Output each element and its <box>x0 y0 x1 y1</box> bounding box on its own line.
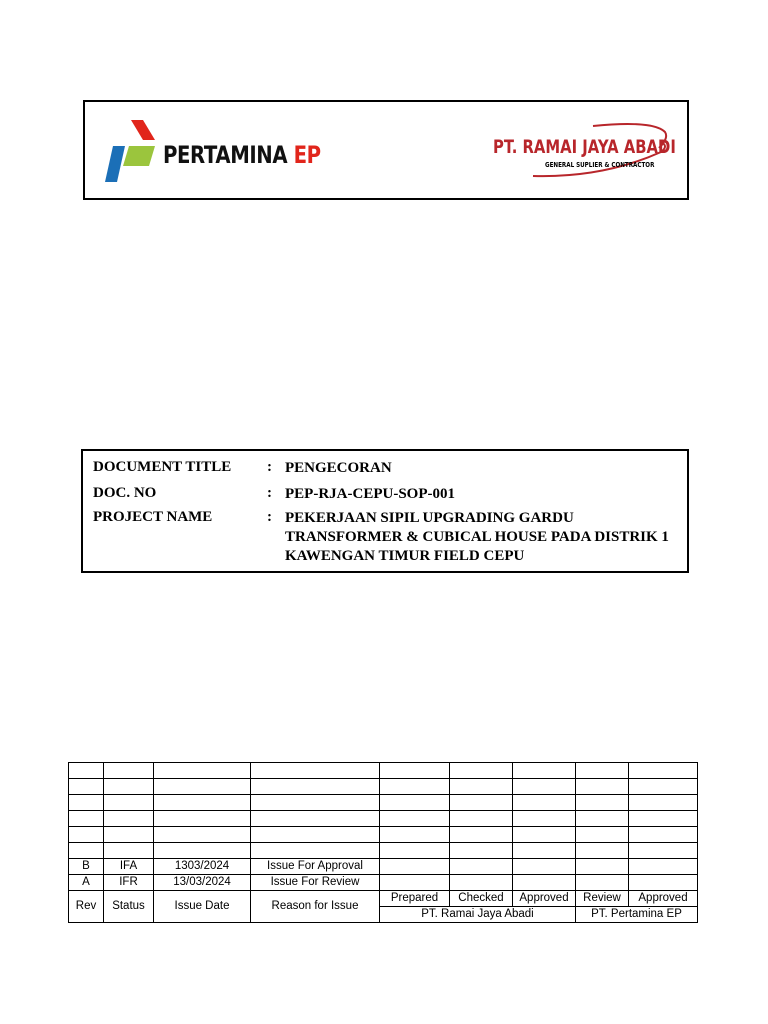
colon: : <box>267 485 272 501</box>
reason-cell: Issue For Review <box>251 875 380 891</box>
rev-header: Rev <box>69 891 104 923</box>
table-row <box>69 811 698 827</box>
project-name-value <box>285 509 687 566</box>
doc-no-label: DOC. NO <box>93 485 157 501</box>
table-row <box>69 795 698 811</box>
table-row <box>69 875 698 891</box>
document-info-box <box>81 449 689 573</box>
review-header: Review <box>576 891 629 907</box>
ramai-jaya-abadi-logo <box>493 118 676 188</box>
table-row <box>69 763 698 779</box>
pertamina-emblem-icon <box>103 118 159 184</box>
doc-no-value: PEP-RJA-CEPU-SOP-001 <box>285 486 455 502</box>
reason-cell: Issue For Approval <box>251 859 380 875</box>
project-name-line: PEKERJAAN SIPIL UPGRADING GARDU <box>285 510 574 526</box>
reason-header: Reason for Issue <box>251 891 380 923</box>
issue-date-cell: 1303/2024 <box>154 859 251 875</box>
pertamina-ep-logo <box>103 118 321 184</box>
header-logo-box <box>83 100 689 200</box>
table-row <box>69 843 698 859</box>
rev-cell: A <box>69 875 104 891</box>
project-name-label: PROJECT NAME <box>93 509 213 525</box>
approved-rja-header: Approved <box>513 891 576 907</box>
prepared-header: Prepared <box>380 891 450 907</box>
pertamina-name: PERTAMINA <box>163 141 288 169</box>
issue-date-header: Issue Date <box>154 891 251 923</box>
checked-header: Checked <box>450 891 513 907</box>
rev-cell: B <box>69 859 104 875</box>
table-header-row <box>69 891 698 907</box>
status-cell: IFA <box>104 859 154 875</box>
project-name-line: TRANSFORMER & CUBICAL HOUSE PADA DISTRIK 1 <box>285 529 669 545</box>
table-row <box>69 827 698 843</box>
table-row <box>69 779 698 795</box>
document-title-value: PENGECORAN <box>285 460 392 476</box>
revision-table <box>68 762 698 923</box>
contractor-tagline: GENERAL SUPLIER & CONTRACTOR <box>545 161 655 169</box>
status-header: Status <box>104 891 154 923</box>
company-rja-header: PT. Ramai Jaya Abadi <box>380 907 576 923</box>
document-title-label: DOCUMENT TITLE <box>93 459 232 475</box>
company-pep-header: PT. Pertamina EP <box>576 907 698 923</box>
issue-date-cell: 13/03/2024 <box>154 875 251 891</box>
pertamina-wordmark <box>163 141 321 169</box>
approved-pep-header: Approved <box>629 891 698 907</box>
table-row <box>69 859 698 875</box>
project-name-line: KAWENGAN TIMUR FIELD CEPU <box>285 548 525 564</box>
status-cell: IFR <box>104 875 154 891</box>
colon: : <box>267 459 272 475</box>
contractor-name: PT. RAMAI JAYA ABADI <box>493 136 676 158</box>
colon: : <box>267 509 272 525</box>
pertamina-suffix: EP <box>293 141 321 169</box>
